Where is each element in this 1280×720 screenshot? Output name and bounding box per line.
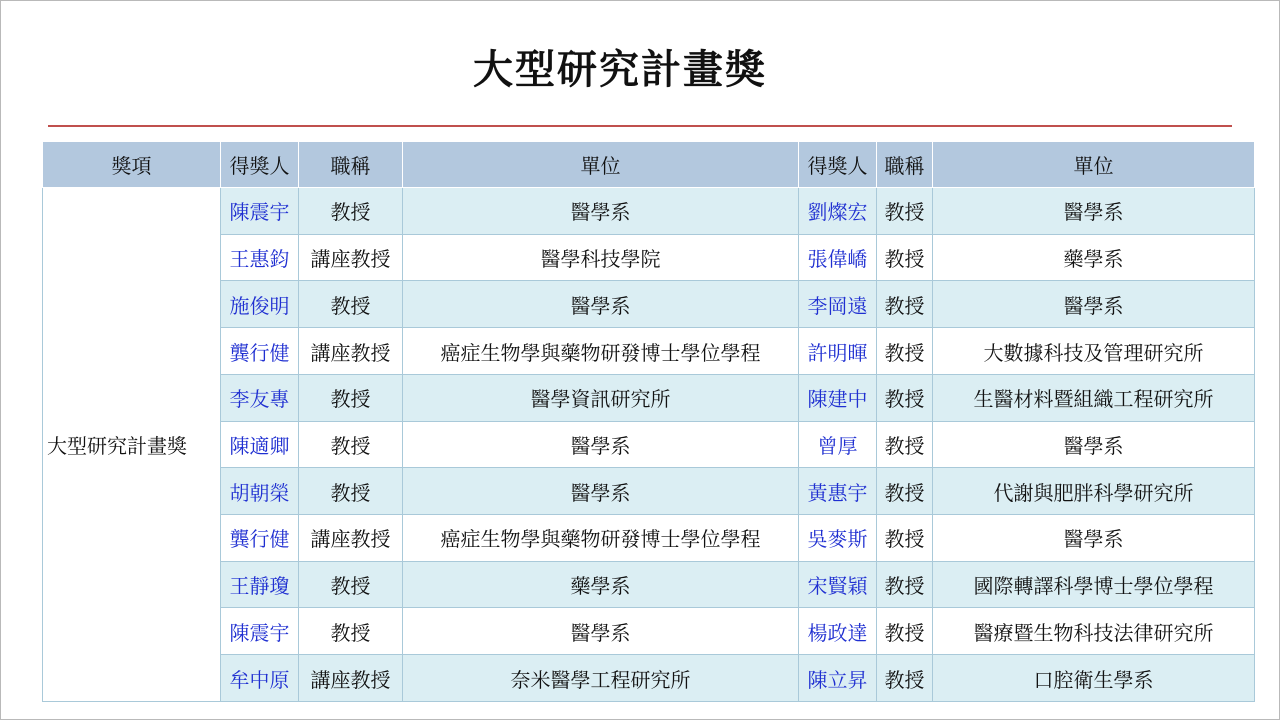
awardee-unit: 醫學科技學院 bbox=[403, 234, 799, 281]
awardee-unit: 醫學系 bbox=[933, 188, 1255, 235]
awardee-unit: 奈米醫學工程研究所 bbox=[403, 655, 799, 702]
awardee-name: 許明暉 bbox=[799, 328, 877, 375]
header-name-2: 得獎人 bbox=[799, 142, 877, 188]
awardee-unit: 醫學系 bbox=[933, 515, 1255, 562]
awardee-unit: 癌症生物學與藥物研發博士學位學程 bbox=[403, 515, 799, 562]
awardee-name: 施俊明 bbox=[221, 281, 299, 328]
table-row bbox=[43, 515, 1255, 562]
awardee-unit: 藥學系 bbox=[933, 234, 1255, 281]
table-row bbox=[43, 655, 1255, 702]
awardee-title: 教授 bbox=[299, 421, 403, 468]
awardee-name: 陳震宇 bbox=[221, 608, 299, 655]
awardee-name: 胡朝榮 bbox=[221, 468, 299, 515]
page-title: 大型研究計畫獎 bbox=[473, 47, 767, 93]
table-row bbox=[43, 608, 1255, 655]
awardee-title: 教授 bbox=[299, 374, 403, 421]
awardee-title: 教授 bbox=[299, 281, 403, 328]
header-unit-2: 單位 bbox=[933, 142, 1255, 188]
header-title-2: 職稱 bbox=[877, 142, 933, 188]
awardee-title: 教授 bbox=[299, 468, 403, 515]
awardee-title: 教授 bbox=[299, 188, 403, 235]
awardee-unit: 藥學系 bbox=[403, 561, 799, 608]
awardee-title: 講座教授 bbox=[299, 234, 403, 281]
awardee-title: 教授 bbox=[877, 328, 933, 375]
table-row bbox=[43, 234, 1255, 281]
awardee-name: 李岡遠 bbox=[799, 281, 877, 328]
awardee-name: 陳適卿 bbox=[221, 421, 299, 468]
header-title-1: 職稱 bbox=[299, 142, 403, 188]
awardee-name: 曾厚 bbox=[799, 421, 877, 468]
awardee-unit: 代謝與肥胖科學研究所 bbox=[933, 468, 1255, 515]
awardee-title: 教授 bbox=[299, 561, 403, 608]
awardee-unit: 醫學系 bbox=[403, 281, 799, 328]
awardee-name: 龔行健 bbox=[221, 328, 299, 375]
awardee-title: 教授 bbox=[877, 608, 933, 655]
awardee-title: 講座教授 bbox=[299, 655, 403, 702]
awardee-name: 陳震宇 bbox=[221, 188, 299, 235]
awardee-unit: 醫學系 bbox=[933, 281, 1255, 328]
table-row bbox=[43, 328, 1255, 375]
header-unit-1: 單位 bbox=[403, 142, 799, 188]
awardee-unit: 醫學系 bbox=[403, 421, 799, 468]
table-row bbox=[43, 561, 1255, 608]
awardee-name: 劉燦宏 bbox=[799, 188, 877, 235]
awardee-name: 黃惠宇 bbox=[799, 468, 877, 515]
awardee-unit: 醫療暨生物科技法律研究所 bbox=[933, 608, 1255, 655]
header-category: 獎項 bbox=[43, 142, 221, 188]
awardee-title: 講座教授 bbox=[299, 515, 403, 562]
awardee-name: 王靜瓊 bbox=[221, 561, 299, 608]
table-row bbox=[43, 421, 1255, 468]
awardee-name: 李友專 bbox=[221, 374, 299, 421]
awardee-title: 教授 bbox=[877, 515, 933, 562]
header-name-1: 得獎人 bbox=[221, 142, 299, 188]
award-category-cell: 大型研究計畫獎 bbox=[43, 188, 221, 702]
awardee-name: 牟中原 bbox=[221, 655, 299, 702]
awardee-name: 龔行健 bbox=[221, 515, 299, 562]
awardee-title: 教授 bbox=[877, 234, 933, 281]
table-row bbox=[43, 374, 1255, 421]
table-row bbox=[43, 188, 1255, 235]
awards-table bbox=[42, 141, 1255, 702]
awardee-title: 教授 bbox=[877, 188, 933, 235]
awardee-name: 宋賢穎 bbox=[799, 561, 877, 608]
table-row bbox=[43, 468, 1255, 515]
awardee-title: 教授 bbox=[877, 468, 933, 515]
awardee-unit: 口腔衛生學系 bbox=[933, 655, 1255, 702]
awardee-name: 陳立昇 bbox=[799, 655, 877, 702]
awardee-name: 張偉嶠 bbox=[799, 234, 877, 281]
title-divider bbox=[48, 125, 1232, 127]
awardee-title: 教授 bbox=[877, 655, 933, 702]
awardee-unit: 醫學系 bbox=[403, 468, 799, 515]
awardee-title: 教授 bbox=[877, 374, 933, 421]
awardee-unit: 醫學系 bbox=[933, 421, 1255, 468]
awardee-unit: 醫學系 bbox=[403, 188, 799, 235]
awardee-name: 吳麥斯 bbox=[799, 515, 877, 562]
awardee-title: 講座教授 bbox=[299, 328, 403, 375]
awardee-unit: 醫學系 bbox=[403, 608, 799, 655]
awardee-unit: 國際轉譯科學博士學位學程 bbox=[933, 561, 1255, 608]
awardee-unit: 醫學資訊研究所 bbox=[403, 374, 799, 421]
table-row bbox=[43, 281, 1255, 328]
awardee-unit: 生醫材料暨組織工程研究所 bbox=[933, 374, 1255, 421]
awardee-title: 教授 bbox=[299, 608, 403, 655]
awardee-title: 教授 bbox=[877, 281, 933, 328]
awardee-unit: 大數據科技及管理研究所 bbox=[933, 328, 1255, 375]
awardee-name: 楊政達 bbox=[799, 608, 877, 655]
awardee-unit: 癌症生物學與藥物研發博士學位學程 bbox=[403, 328, 799, 375]
table-header-row bbox=[43, 142, 1255, 188]
awardee-name: 陳建中 bbox=[799, 374, 877, 421]
awardee-name: 王惠鈞 bbox=[221, 234, 299, 281]
awardee-title: 教授 bbox=[877, 421, 933, 468]
awardee-title: 教授 bbox=[877, 561, 933, 608]
